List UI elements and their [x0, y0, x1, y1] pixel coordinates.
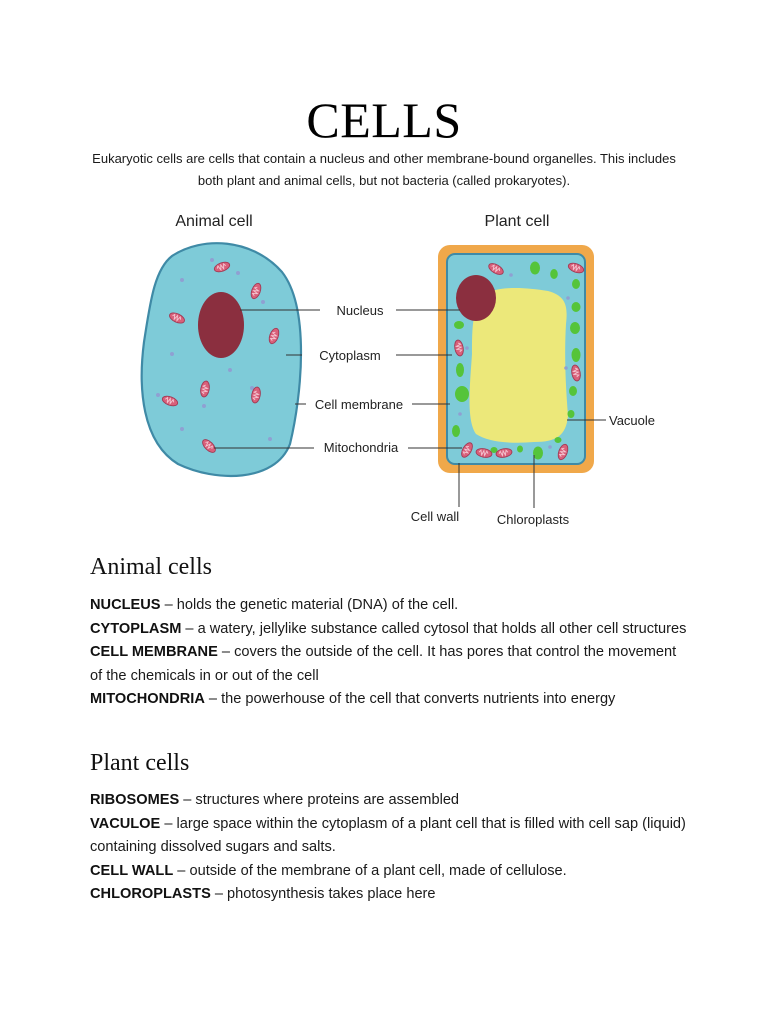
definition-term: MITOCHONDRIA [90, 691, 205, 707]
definition-text: – photosynthesis takes place here [210, 886, 436, 902]
definition-text: – holds the genetic material (DNA) of the cell. [160, 597, 459, 613]
definition-text: – structures where proteins are assembled [179, 792, 460, 808]
plant-cells-heading: Plant cells [90, 750, 190, 776]
plant-cells-definitions [90, 789, 690, 907]
definition-term: CELL WALL [90, 862, 174, 879]
definition-text: – a watery, jellylike substance called cytosol that holds all other cell structures [181, 620, 687, 637]
definition-item [90, 618, 690, 642]
definition-term: CHLOROPLASTS [90, 886, 211, 902]
definition-item [90, 688, 690, 712]
definition-item [90, 594, 690, 618]
plant-nucleus [456, 275, 496, 321]
label-vacuole: Vacuole [609, 413, 656, 428]
definition-term: NUCLEUS [90, 597, 161, 613]
plant-cell [438, 245, 594, 473]
intro-paragraph: Eukaryotic cells are cells that contain a nucleus and other membrane-bound organelles. This includes both plant and animal cells, but not bacteria (called prokaryotes). [92, 151, 676, 188]
definition-item [90, 641, 690, 688]
label-cell-membrane: Cell membrane [314, 397, 404, 412]
definition-text: – large space within the cytoplasm of a plant cell that is filled with cell sap (liquid) containing dissolved sugars and salts. [90, 815, 686, 855]
animal-cell-title: Animal cell [175, 213, 253, 230]
definition-text: – covers the outside of the cell. It has pores that control the movement of the chemicals in or out of the cell [90, 644, 677, 684]
label-chloroplasts: Chloroplasts [496, 512, 570, 527]
page-title: CELLS [306, 92, 462, 148]
label-nucleus: Nucleus [336, 303, 384, 318]
animal-cell-membrane [142, 243, 301, 476]
animal-cells-definitions [90, 594, 690, 712]
cell-diagram-svg [120, 198, 656, 538]
definition-term: CELL MEMBRANE [90, 644, 218, 660]
definition-term: RIBOSOMES [90, 792, 180, 808]
definition-term: CYTOPLASM [90, 620, 182, 637]
cell-diagram [120, 198, 656, 538]
animal-nucleus [198, 292, 244, 358]
definition-text: – outside of the membrane of a plant cell, made of cellulose. [173, 862, 567, 879]
definition-item [90, 883, 690, 907]
label-cytoplasm: Cytoplasm [319, 348, 381, 363]
label-cell-wall: Cell wall [410, 509, 460, 524]
definition-term: VACULOE [90, 815, 161, 832]
definition-item [90, 860, 690, 884]
animal-cell [142, 243, 301, 476]
definition-item [90, 813, 690, 860]
label-mitochondria: Mitochondria [323, 440, 399, 455]
plant-cell-title: Plant cell [484, 213, 550, 230]
definition-text: – the powerhouse of the cell that converts nutrients into energy [204, 691, 616, 707]
definition-item [90, 789, 690, 813]
animal-cells-heading: Animal cells [90, 554, 212, 580]
